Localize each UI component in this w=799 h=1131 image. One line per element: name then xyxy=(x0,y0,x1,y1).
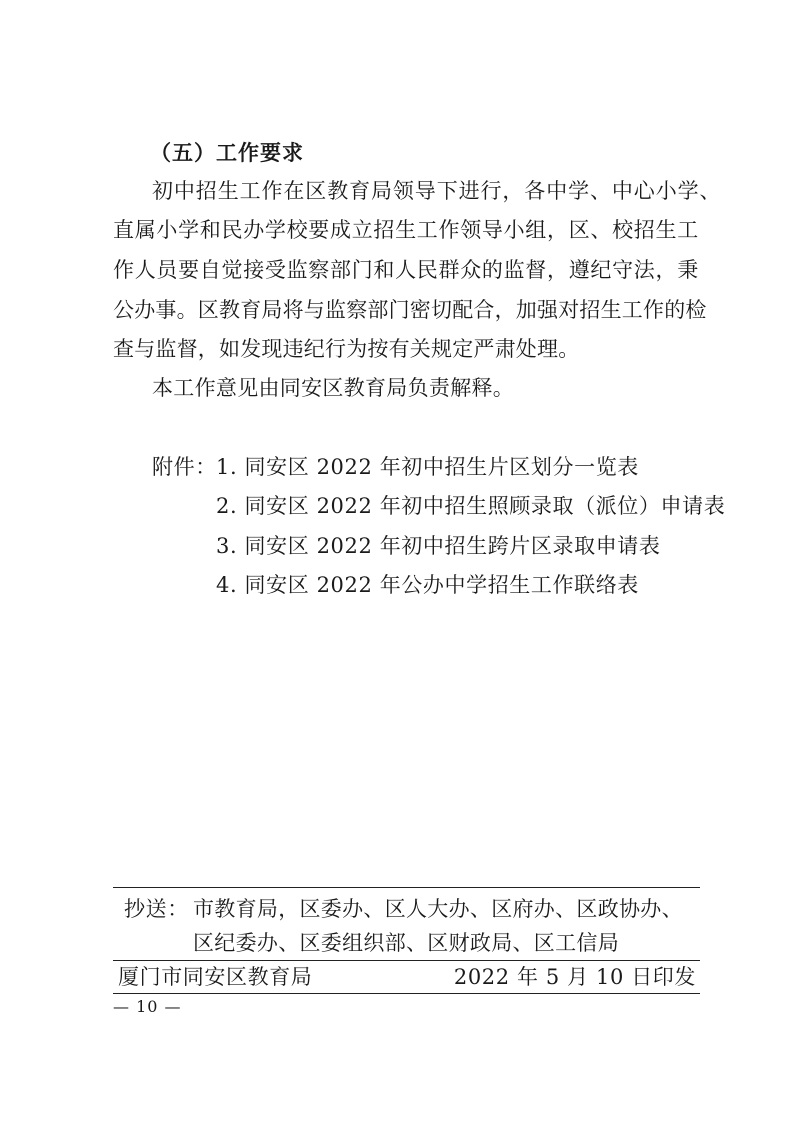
cc-recipients-line-2: 区纪委办、区委组织部、区财政局、区工信局 xyxy=(193,931,619,955)
attachment-item: 2. 同安区 2022 年初中招生照顾录取（派位）申请表 xyxy=(216,494,726,518)
footer-top-rule xyxy=(113,887,700,888)
footer-middle-rule xyxy=(113,960,700,961)
issuer-row xyxy=(118,963,696,991)
page-number: — 10 — xyxy=(113,997,182,1016)
paragraph-1-line-1: 初中招生工作在区教育局领导下进行，各中学、中心小学、 xyxy=(152,179,722,203)
attachment-item: 3. 同安区 2022 年初中招生跨片区录取申请表 xyxy=(216,534,661,558)
footer-bottom-rule xyxy=(113,993,700,994)
issue-date: 2022 年 5 月 10 日印发 xyxy=(453,965,696,989)
attachment-item: 1. 同安区 2022 年初中招生片区划分一览表 xyxy=(216,455,639,479)
paragraph-1-line-4: 公办事。区教育局将与监察部门密切配合，加强对招生工作的检 xyxy=(113,298,707,322)
paragraph-2: 本工作意见由同安区教育局负责解释。 xyxy=(152,376,515,400)
paragraph-1-line-5: 查与监督，如发现违纪行为按有关规定严肃处理。 xyxy=(113,337,580,361)
paragraph-1-line-3: 作人员要自觉接受监察部门和人民群众的监督，遵纪守法，秉 xyxy=(113,258,699,282)
attachment-item: 4. 同安区 2022 年公办中学招生工作联络表 xyxy=(216,573,639,597)
paragraph-1-line-2: 直属小学和民办学校要成立招生工作领导小组，区、校招生工 xyxy=(113,218,699,242)
cc-recipients-line-1: 市教育局，区委办、区人大办、区府办、区政协办、 xyxy=(193,897,683,921)
attachments-label: 附件： xyxy=(152,455,217,479)
cc-label: 抄送： xyxy=(124,897,189,921)
section-heading: （五）工作要求 xyxy=(150,141,304,165)
issuer-name: 厦门市同安区教育局 xyxy=(118,965,313,989)
